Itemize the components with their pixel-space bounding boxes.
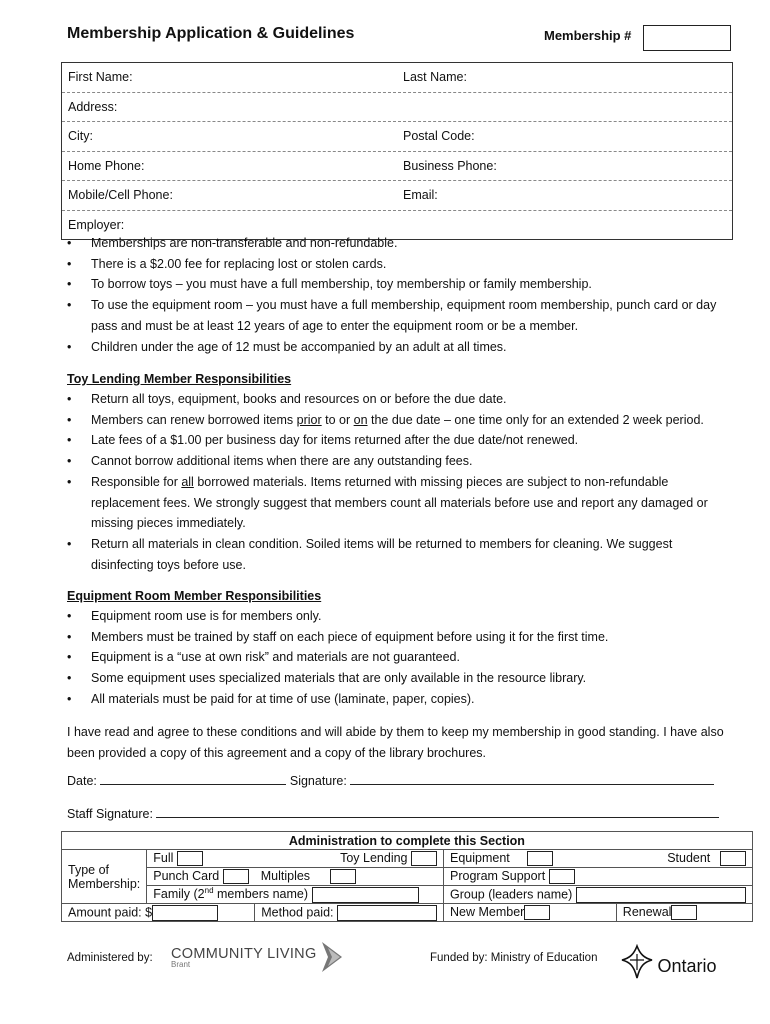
new-member-checkbox[interactable] (524, 905, 550, 920)
staff-signature-line[interactable] (156, 805, 719, 818)
multiples-option[interactable]: Multiples (255, 868, 444, 886)
staff-signature-label: Staff Signature: (67, 807, 153, 821)
program-support-checkbox[interactable] (549, 869, 575, 884)
toy-section-heading: Toy Lending Member Responsibilities (67, 372, 292, 386)
ontario-text: Ontario (657, 956, 717, 976)
ontario-logo (620, 944, 717, 980)
date-line[interactable] (100, 772, 286, 785)
list-item: • Cannot borrow additional items when there are any outstanding fees. (61, 451, 731, 472)
administered-by-label: Administered by: (67, 952, 153, 964)
toy-rules-list (61, 389, 731, 575)
form-row-name (62, 63, 732, 93)
list-item: • Members can renew borrowed items prior to or on the due date – one time only for an extended 2 week period. (61, 410, 731, 431)
program-support-option[interactable]: Program Support (444, 868, 753, 886)
amount-paid-field[interactable] (152, 905, 218, 921)
applicant-form (61, 62, 733, 240)
date-label: Date: (67, 774, 97, 788)
logo-text: COMMUNITY LIVING (171, 946, 317, 962)
date-signature-row (67, 772, 714, 788)
method-paid-field[interactable] (337, 905, 437, 921)
full-checkbox[interactable] (177, 851, 203, 866)
equipment-option[interactable]: Equipment (444, 850, 617, 868)
admin-table (61, 831, 753, 922)
toy-lending-option[interactable]: Toy Lending (255, 850, 444, 868)
logo-subtext: Brant (171, 960, 191, 969)
signature-line[interactable] (350, 772, 714, 785)
full-option[interactable]: Full (147, 850, 255, 868)
form-row-phone (62, 152, 732, 182)
home-phone-field[interactable]: Home Phone: (68, 158, 145, 173)
student-option[interactable]: Student (616, 850, 752, 868)
renewal-option[interactable]: Renewal (616, 904, 752, 922)
business-phone-field[interactable]: Business Phone: (403, 158, 497, 173)
general-rules-list (61, 233, 731, 357)
membership-type-label: Type of Membership: (62, 850, 147, 904)
mobile-phone-field[interactable]: Mobile/Cell Phone: (68, 188, 173, 202)
list-item: • Equipment room use is for members only. (61, 606, 731, 627)
community-living-logo (171, 946, 346, 969)
family-name-field[interactable] (312, 887, 419, 903)
list-item: • Equipment is a “use at own risk” and materials are not guaranteed. (61, 647, 731, 668)
list-item: • Late fees of a $1.00 per business day for items returned after the due date/not renewed. (61, 430, 731, 451)
list-item: • To use the equipment room – you must have a full membership, equipment room membership, punch card or day pass and must be at least 12 years of age to enter the equipment room or be a member. (61, 295, 731, 336)
list-item: • There is a $2.00 fee for replacing lost or stolen cards. (61, 254, 731, 275)
equipment-checkbox[interactable] (527, 851, 553, 866)
group-name-field[interactable] (576, 887, 746, 903)
chevron-arrow-icon (320, 940, 346, 974)
student-checkbox[interactable] (720, 851, 746, 866)
signature-label: Signature: (289, 774, 347, 788)
multiples-checkbox[interactable] (330, 869, 356, 884)
list-item: • Children under the age of 12 must be accompanied by an adult at all times. (61, 337, 731, 358)
list-item: • All materials must be paid for at time of use (laminate, paper, copies). (61, 689, 731, 710)
new-member-option[interactable]: New Member (444, 904, 617, 922)
punch-card-option[interactable]: Punch Card (147, 868, 255, 886)
address-field[interactable]: Address: (68, 99, 118, 114)
punch-card-checkbox[interactable] (223, 869, 249, 884)
form-row-address (62, 93, 732, 123)
form-row-mobile (62, 181, 732, 211)
membership-number-field[interactable] (643, 25, 731, 51)
form-row-city (62, 122, 732, 152)
toy-lending-checkbox[interactable] (411, 851, 437, 866)
admin-heading: Administration to complete this Section (62, 832, 753, 850)
funded-by-label: Funded by: Ministry of Education (430, 952, 598, 964)
page-title: Membership Application & Guidelines (67, 25, 355, 42)
list-item: • Memberships are non-transferable and non-refundable. (61, 233, 731, 254)
postal-code-field[interactable]: Postal Code: (403, 129, 475, 143)
first-name-field[interactable]: First Name: (68, 70, 133, 84)
list-item: • Return all toys, equipment, books and resources on or before the due date. (61, 389, 731, 410)
city-field[interactable]: City: (68, 129, 93, 143)
last-name-field[interactable]: Last Name: (403, 70, 467, 84)
list-item: • Some equipment uses specialized materials that are only available in the resource library. (61, 668, 731, 689)
email-field[interactable]: Email: (403, 188, 438, 202)
group-option[interactable]: Group (leaders name) (444, 886, 753, 904)
equipment-rules-list (61, 606, 731, 710)
list-item: • To borrow toys – you must have a full membership, toy membership or family membership. (61, 274, 731, 295)
list-item: • Return all materials in clean condition. Soiled items will be returned to members for cleaning. We suggest disinfecting toys before use. (61, 534, 731, 575)
trillium-icon (620, 944, 654, 980)
list-item: • Members must be trained by staff on each piece of equipment before using it for the first time. (61, 627, 731, 648)
agreement-text: I have read and agree to these conditions and will abide by them to keep my membership in good standing. I have also been provided a copy of this agreement and a copy of the library brochures. (67, 725, 724, 760)
method-paid-cell: Method paid: (255, 904, 444, 922)
employer-field[interactable]: Employer: (68, 217, 125, 232)
equipment-section-heading: Equipment Room Member Responsibilities (67, 589, 322, 603)
staff-signature-row (67, 805, 719, 821)
membership-number-label: Membership # (544, 28, 632, 43)
amount-paid-cell: Amount paid: $ (62, 904, 255, 922)
family-option[interactable]: Family (2nd members name) (147, 886, 444, 904)
list-item: • Responsible for all borrowed materials. Items returned with missing pieces are subject to non-refundable replacement fees. We strongly suggest that members count all materials before use and report any damaged or missing pieces immediately. (61, 472, 731, 534)
renewal-checkbox[interactable] (671, 905, 697, 920)
